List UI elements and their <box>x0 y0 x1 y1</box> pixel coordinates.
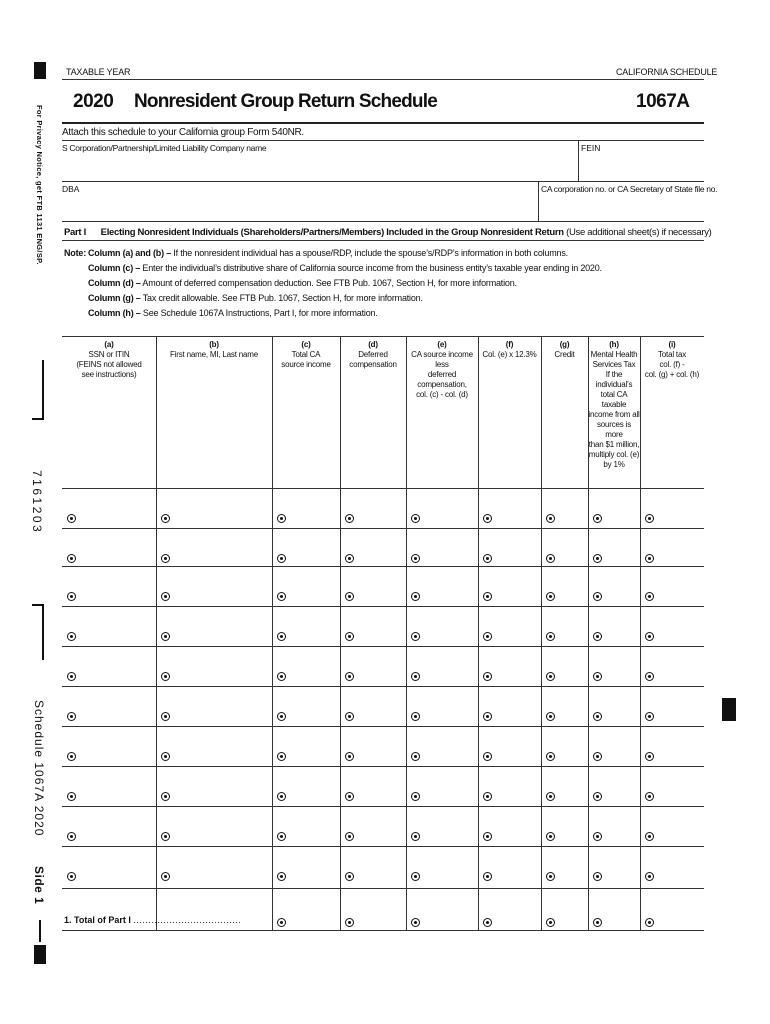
registration-mark-bottom <box>34 945 46 964</box>
table-row-rule <box>62 930 704 931</box>
table-cell-input[interactable] <box>63 607 155 645</box>
field-marker-icon <box>67 514 76 523</box>
field-marker-icon <box>161 554 170 563</box>
note-line-2: Column (c) – Enter the individual’s distributive share of California source income from the business entity’s taxable year ending in 2020. <box>88 263 602 273</box>
field-marker-icon <box>277 672 286 681</box>
registration-mark-top <box>34 62 46 79</box>
field-marker-icon <box>67 872 76 881</box>
entity-rule-3 <box>62 221 704 222</box>
field-marker-icon <box>345 872 354 881</box>
field-marker-icon <box>277 514 286 523</box>
table-cell-input[interactable] <box>63 567 155 605</box>
table-cell-input[interactable] <box>157 727 271 765</box>
field-marker-icon <box>161 672 170 681</box>
header-rule-bottom <box>62 122 704 124</box>
field-marker-icon <box>345 792 354 801</box>
entity-rule-1 <box>62 140 704 141</box>
field-marker-icon <box>345 752 354 761</box>
column-letter: (h) <box>609 340 619 349</box>
field-marker-icon <box>483 514 492 523</box>
table-cell-input[interactable] <box>273 847 339 887</box>
schedule-side-name: Schedule 1067A 2020 <box>32 700 46 837</box>
field-marker-icon <box>645 918 654 927</box>
column-header-b <box>156 340 272 360</box>
bracket-mark-upper <box>42 360 44 420</box>
field-marker-icon <box>67 592 76 601</box>
field-marker-icon <box>483 792 492 801</box>
header-rule-top <box>62 79 704 80</box>
field-marker-icon <box>411 752 420 761</box>
table-cell-input[interactable] <box>157 687 271 725</box>
tax-year: 2020 <box>73 91 114 112</box>
field-marker-icon <box>483 752 492 761</box>
field-marker-icon <box>593 554 602 563</box>
column-letter: (d) <box>368 340 378 349</box>
table-cell-input[interactable] <box>157 607 271 645</box>
column-header-line: (FEINS not allowed <box>76 360 142 369</box>
column-header-line: Col. (e) x 12.3% <box>482 350 537 359</box>
field-marker-icon <box>645 514 654 523</box>
table-cell-input[interactable] <box>157 567 271 605</box>
column-header-line: CA source income less <box>411 350 473 369</box>
field-marker-icon <box>161 514 170 523</box>
field-marker-icon <box>277 712 286 721</box>
ca-corp-divider <box>538 181 539 221</box>
field-marker-icon <box>67 672 76 681</box>
field-marker-icon <box>546 554 555 563</box>
dba-label: DBA <box>62 184 80 194</box>
fein-divider <box>578 140 579 182</box>
field-marker-icon <box>345 514 354 523</box>
column-header-line: total CA taxable <box>600 390 628 409</box>
field-marker-icon <box>67 712 76 721</box>
column-header-e <box>406 340 478 400</box>
table-cell-input[interactable] <box>479 847 540 887</box>
field-marker-icon <box>411 792 420 801</box>
field-marker-icon <box>593 514 602 523</box>
bracket-mark-lower <box>42 604 44 660</box>
field-marker-icon <box>645 872 654 881</box>
column-header-line: SSN or ITIN <box>88 350 130 359</box>
field-marker-icon <box>67 792 76 801</box>
field-marker-icon <box>483 632 492 641</box>
field-marker-icon <box>546 712 555 721</box>
field-marker-icon <box>161 832 170 841</box>
part1-label: Part I <box>64 227 86 238</box>
field-marker-icon <box>411 554 420 563</box>
field-marker-icon <box>593 672 602 681</box>
column-header-line: Total CA <box>291 350 321 359</box>
table-cell-input[interactable] <box>542 847 587 887</box>
field-marker-icon <box>483 872 492 881</box>
column-header-h <box>588 340 640 470</box>
field-marker-icon <box>411 632 420 641</box>
note-line-5: Column (h) – See Schedule 1067A Instructions, Part I, for more information. <box>88 308 378 318</box>
field-marker-icon <box>277 832 286 841</box>
field-marker-icon <box>277 752 286 761</box>
note-label: Note: <box>64 248 86 258</box>
part1-rule <box>62 240 704 241</box>
field-marker-icon <box>546 632 555 641</box>
field-marker-icon <box>546 592 555 601</box>
column-header-line: compensation <box>349 360 397 369</box>
table-cell-input[interactable] <box>63 847 155 887</box>
column-letter: (c) <box>301 340 311 349</box>
table-cell-input[interactable] <box>63 767 155 805</box>
field-marker-icon <box>593 752 602 761</box>
ca-corp-label: CA corporation no. or CA Secretary of State file no. <box>541 184 718 194</box>
note-line-1: Column (a) and (b) – If the nonresident individual has a spouse/RDP, include the spouse’s/RDP’s information in both columns. <box>88 248 568 258</box>
field-marker-icon <box>546 872 555 881</box>
column-header-line: source income <box>281 360 331 369</box>
field-marker-icon <box>546 792 555 801</box>
page-title: Nonresident Group Return Schedule <box>134 91 437 112</box>
field-marker-icon <box>277 872 286 881</box>
table-cell-input[interactable] <box>157 489 271 527</box>
field-marker-icon <box>593 792 602 801</box>
table-cell-input[interactable] <box>63 687 155 725</box>
field-marker-icon <box>277 918 286 927</box>
bracket-mark-lower-head <box>32 604 44 606</box>
table-cell-input[interactable] <box>63 489 155 527</box>
field-marker-icon <box>67 632 76 641</box>
field-marker-icon <box>411 832 420 841</box>
field-marker-icon <box>645 712 654 721</box>
note-line-3: Column (d) – Amount of deferred compensation deduction. See FTB Pub. 1067, Section H, for more information. <box>88 278 517 288</box>
form-number: 1067A <box>636 91 690 112</box>
field-marker-icon <box>645 832 654 841</box>
field-marker-icon <box>345 832 354 841</box>
column-header-line: sources is more <box>596 420 631 439</box>
column-letter: (a) <box>104 340 114 349</box>
taxable-year-label: TAXABLE YEAR <box>66 67 131 77</box>
entity-name-field[interactable] <box>62 155 577 179</box>
total-label: 1. Total of Part I <box>64 915 131 925</box>
part1-heading <box>64 227 712 238</box>
total-row-label <box>64 915 241 925</box>
field-marker-icon <box>593 872 602 881</box>
field-marker-icon <box>645 592 654 601</box>
field-marker-icon <box>161 712 170 721</box>
table-cell-input[interactable] <box>157 529 271 565</box>
field-marker-icon <box>546 752 555 761</box>
field-marker-icon <box>161 632 170 641</box>
field-marker-icon <box>345 554 354 563</box>
total-leader-dots: .................................... <box>133 915 242 925</box>
part1-title-suffix: (Use additional sheet(s) if necessary) <box>566 227 712 238</box>
fein-label: FEIN <box>581 143 601 153</box>
dba-field[interactable] <box>62 196 537 220</box>
field-marker-icon <box>345 712 354 721</box>
table-cell-input[interactable] <box>641 847 703 887</box>
column-header-line: income from all <box>588 410 640 419</box>
table-cell-input[interactable] <box>63 727 155 765</box>
column-header-line: Services Tax <box>592 360 636 369</box>
field-marker-icon <box>645 554 654 563</box>
note-line-4: Column (g) – Tax credit allowable. See FTB Pub. 1067, Section H, for more information. <box>88 293 423 303</box>
table-cell-input[interactable] <box>63 647 155 685</box>
field-marker-icon <box>277 554 286 563</box>
column-header-line: First name, MI, Last name <box>170 350 258 359</box>
column-header-line: Total tax <box>658 350 686 359</box>
table-cell-input[interactable] <box>63 529 155 565</box>
field-marker-icon <box>345 632 354 641</box>
field-marker-icon <box>161 592 170 601</box>
field-marker-icon <box>593 592 602 601</box>
field-marker-icon <box>645 752 654 761</box>
field-marker-icon <box>645 792 654 801</box>
field-marker-icon <box>546 918 555 927</box>
column-header-line: Credit <box>554 350 575 359</box>
field-marker-icon <box>483 712 492 721</box>
column-header-i <box>640 340 704 380</box>
field-marker-icon <box>546 832 555 841</box>
field-marker-icon <box>161 872 170 881</box>
column-header-line: col. (g) + col. (h) <box>644 370 700 379</box>
field-marker-icon <box>546 514 555 523</box>
column-header-line: Mental Health <box>590 350 638 359</box>
field-marker-icon <box>411 918 420 927</box>
column-header-line: see instructions) <box>81 370 137 379</box>
field-marker-icon <box>345 672 354 681</box>
entity-rule-2 <box>62 181 704 182</box>
field-marker-icon <box>67 752 76 761</box>
column-header-c <box>272 340 340 370</box>
table-cell-input[interactable] <box>407 847 477 887</box>
column-letter: (g) <box>559 340 570 349</box>
column-header-f <box>478 340 541 360</box>
field-marker-icon <box>593 832 602 841</box>
field-marker-icon <box>593 918 602 927</box>
column-header-line: multiply col. (e) <box>588 450 640 459</box>
field-marker-icon <box>277 592 286 601</box>
table-cell-input[interactable] <box>157 767 271 805</box>
table-cell-input[interactable] <box>63 807 155 845</box>
field-marker-icon <box>161 792 170 801</box>
field-marker-icon <box>67 832 76 841</box>
field-marker-icon <box>546 672 555 681</box>
column-letter: (e) <box>437 340 447 349</box>
field-marker-icon <box>411 872 420 881</box>
field-marker-icon <box>411 592 420 601</box>
column-header-line: Deferred <box>358 350 388 359</box>
column-letter: (f) <box>505 340 514 349</box>
entity-name-label: S Corporation/Partnership/Limited Liability Company name <box>62 143 267 153</box>
column-letter: (b) <box>209 340 219 349</box>
table-cell-input[interactable] <box>157 647 271 685</box>
field-marker-icon <box>411 672 420 681</box>
table-cell-input[interactable] <box>341 847 405 887</box>
column-header-line: If the individual’s <box>595 370 633 389</box>
field-marker-icon <box>483 672 492 681</box>
table-cell-input[interactable] <box>589 847 639 887</box>
field-marker-icon <box>593 632 602 641</box>
field-marker-icon <box>161 752 170 761</box>
form-code: 7161203 <box>30 470 44 535</box>
field-marker-icon <box>345 918 354 927</box>
column-header-g <box>541 340 588 360</box>
column-header-line: deferred compensation, <box>417 370 467 389</box>
california-schedule-label: CALIFORNIA SCHEDULE <box>616 67 718 77</box>
column-header-d <box>340 340 406 370</box>
column-header-line: by 1% <box>603 460 625 469</box>
column-letter: (i) <box>668 340 676 349</box>
field-marker-icon <box>277 792 286 801</box>
part1-title: Electing Nonresident Individuals (Shareholders/Partners/Members) Included in the Group Nonresident Return <box>100 227 564 238</box>
fein-field[interactable] <box>581 155 703 179</box>
column-header-a <box>62 340 156 380</box>
column-header-line: than $1 million, <box>588 440 640 449</box>
field-marker-icon <box>483 592 492 601</box>
field-marker-icon <box>411 514 420 523</box>
registration-mark-right <box>722 698 736 721</box>
side-label: Side 1 <box>32 866 46 905</box>
side-vertical-bar <box>39 920 41 942</box>
ca-corp-field[interactable] <box>541 196 703 220</box>
table-cell-input[interactable] <box>157 807 271 845</box>
field-marker-icon <box>483 918 492 927</box>
column-header-line: col. (f) - <box>659 360 685 369</box>
table-cell-input[interactable] <box>157 847 271 887</box>
field-marker-icon <box>67 554 76 563</box>
field-marker-icon <box>411 712 420 721</box>
bracket-mark-upper-foot <box>32 418 44 420</box>
field-marker-icon <box>345 592 354 601</box>
field-marker-icon <box>645 632 654 641</box>
field-marker-icon <box>277 632 286 641</box>
field-marker-icon <box>645 672 654 681</box>
attach-instruction: Attach this schedule to your California group Form 540NR. <box>62 127 304 138</box>
field-marker-icon <box>483 554 492 563</box>
field-marker-icon <box>593 712 602 721</box>
column-header-line: col. (c) - col. (d) <box>416 390 468 399</box>
table-top-rule <box>62 336 704 337</box>
field-marker-icon <box>483 832 492 841</box>
privacy-notice: For Privacy Notice, get FTB 1131 ENG/SP. <box>35 105 44 265</box>
